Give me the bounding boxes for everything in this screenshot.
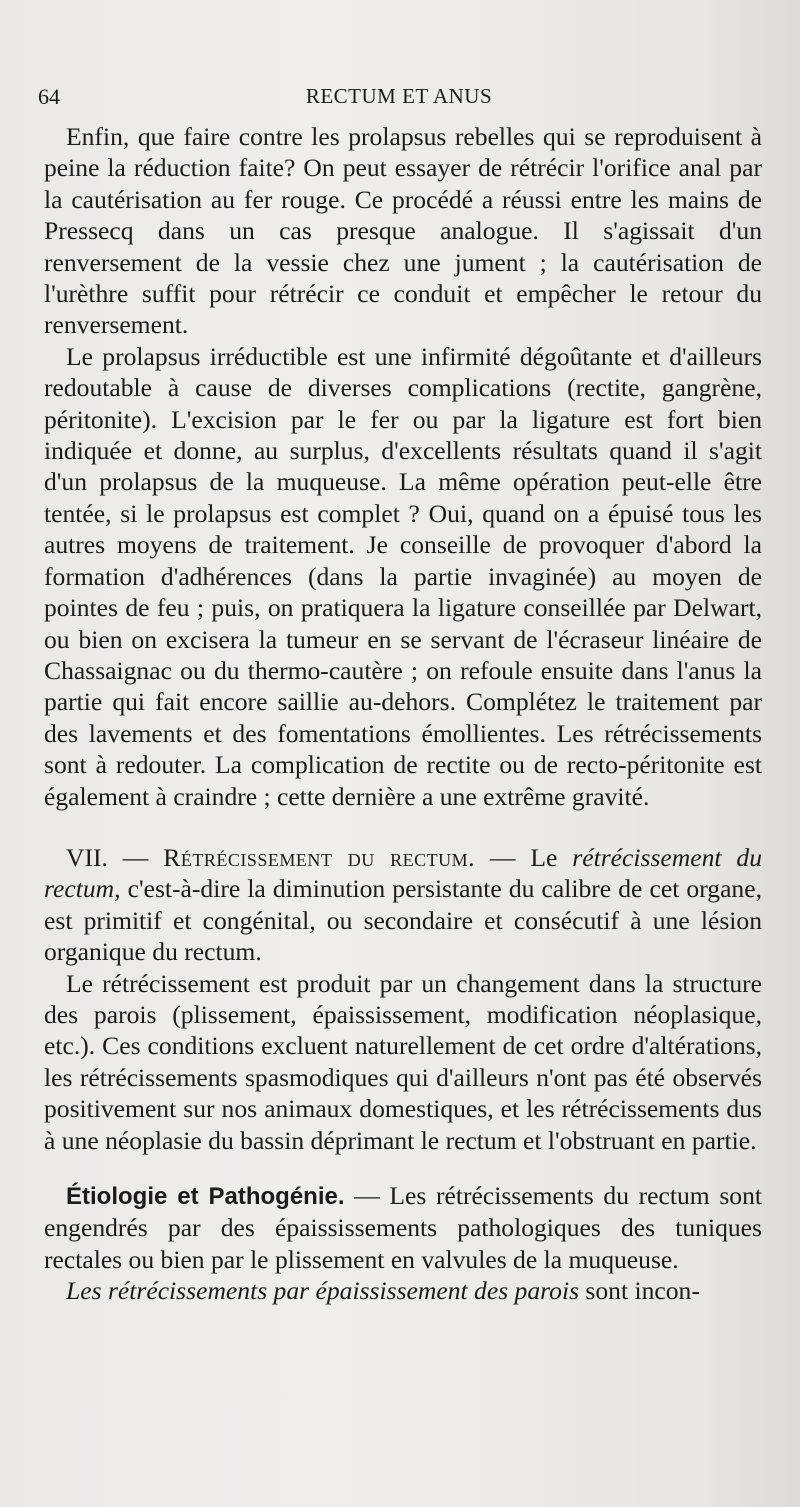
subsection-heading: Étiologie et Pathogénie.: [66, 1183, 345, 1210]
subsection-spacer: [44, 1156, 762, 1180]
subsection-text: — Les rétrécissements du rectum sont engendrés par des épaississements pathologiques des tuniques rectales ou bien par le plissement en valvules de la muqueuse.: [44, 1181, 762, 1274]
section-number: VII. —: [66, 842, 149, 872]
page-number: 64: [38, 84, 60, 109]
section-definition: c'est-à-dire la diminution persistante du calibre de cet organe, est primitif et congénital, ou secondaire et consécutif à une lésion organique du rectum.: [44, 874, 762, 967]
section-dash: — Le: [475, 842, 573, 872]
running-head: RECTUM ET ANUS: [305, 84, 493, 108]
page-body: [44, 121, 762, 1307]
section-term: rétrécissement du rectum,: [44, 842, 762, 904]
paragraph-etiologie: [44, 1180, 762, 1275]
italic-phrase: Les rétrécissements par épaississement des parois: [66, 1276, 580, 1306]
section-title: Rétrécissement du rectum.: [163, 842, 476, 872]
paragraph-prolapsus-rebelles: Enfin, que faire contre les prolapsus rebelles qui se reproduisent à peine la réduction faite? On peut essayer de rétrécir l'orifice anal par la cautérisation au fer rouge. Ce procédé a réussi entre les mains de Pressecq dans un cas presque analogue. Il s'agissait d'un renversement de la vessie chez une jument ; la cautérisation de l'urèthre suffit pour rétrécir ce conduit et empêcher le retour du renversement.: [44, 122, 762, 340]
paragraph-continuation: sont incon-: [579, 1276, 700, 1306]
paragraph-structure-parois: Le rétrécissement est produit par un changement dans la structure des parois (plissement, épaississement, modification néoplasique, etc.). Ces conditions excluent naturellement de cet ordre d'altérations, les rétrécissements spasmodiques qui d'ailleurs n'ont pas été observés positivement sur nos animaux domestiques, et les rétrécissements dus à une néoplasie du bassin déprimant le rectum et l'obstruant en partie.: [44, 968, 762, 1155]
paragraph-prolapsus-irreductible: Le prolapsus irréductible est une infirmité dégoûtante et d'ailleurs redoutable à cause de diverses complications (rectite, gangrène, péritonite). L'excision par le fer ou par la ligature est fort bien indiquée et donne, au surplus, d'excellents résultats quand il s'agit d'un prolapsus de la muqueuse. La même opération peut-elle être tentée, si le prolapsus est complet ? Oui, quand on a épuisé tous les autres moyens de traitement. Je conseille de provoquer d'abord la formation d'adhérences (dans la partie invaginée) au moyen de pointes de feu ; puis, on pratiquera la ligature conseillée par Delwart, ou bien on excisera la tumeur en se servant de l'écraseur linéaire de Chassaignac ou du thermo-cautère ; on refoule ensuite dans l'anus la partie qui fait encore saillie au-dehors. Complétez le traitement par des lavements et des fomentations émollientes. Les rétrécissements sont à redouter. La complication de rectite ou de recto-péritonite est également à craindre ; cette dernière a une extrême gravité.: [44, 341, 762, 811]
paragraph-epaississement: [44, 1275, 762, 1306]
page-header: [38, 84, 760, 112]
section-spacer: [44, 812, 762, 842]
section-heading-paragraph: [44, 842, 762, 968]
